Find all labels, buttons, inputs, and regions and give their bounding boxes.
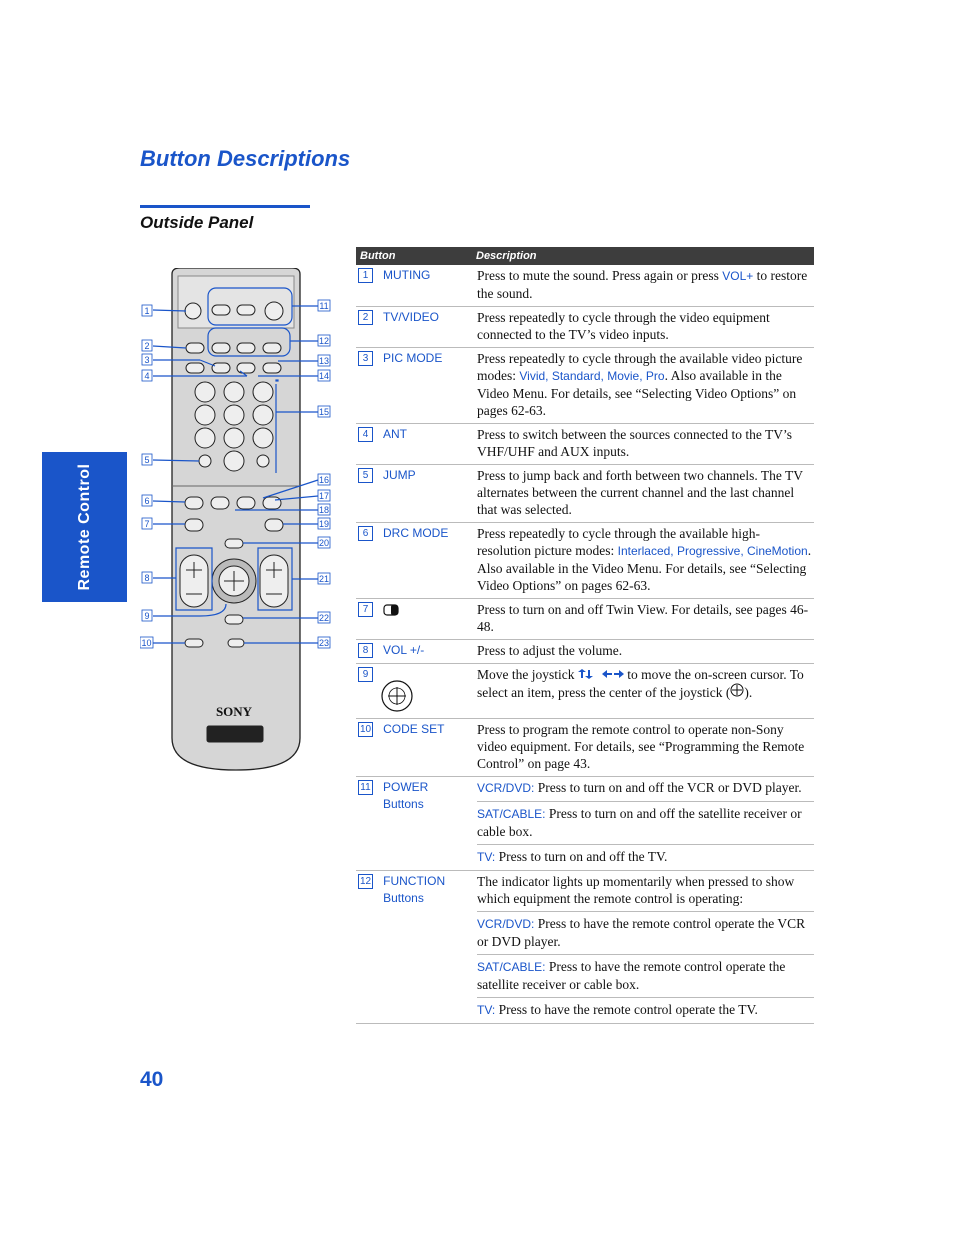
table-row <box>356 348 814 424</box>
side-tab-label: Remote Control <box>75 463 93 591</box>
button-name: MUTING <box>383 268 431 282</box>
description: to move the on-screen cursor. To select an item, press the center of the joystick ( <box>477 667 804 700</box>
callout-12: 12 <box>318 336 330 346</box>
remote-brand: SONY <box>215 704 253 719</box>
remote-control-illustration <box>140 268 340 778</box>
callout-21: 21 <box>318 574 330 584</box>
callout-15: 15 <box>318 407 330 417</box>
page-number: 40 <box>140 1068 164 1091</box>
highlight: Vivid, Standard, Movie, Pro <box>519 369 665 383</box>
sub-label: TV: <box>477 1003 496 1017</box>
button-name: VOL +/- <box>383 643 425 657</box>
description: Press repeatedly to cycle through the video equipment connected to the TV’s video inputs. <box>477 310 770 342</box>
button-name: JUMP <box>383 468 416 482</box>
header-button: Button <box>360 249 396 262</box>
table-row <box>356 523 814 599</box>
description: Press to adjust the volume. <box>477 643 623 658</box>
callout-5: 5 <box>144 455 150 465</box>
page-title: Button Descriptions <box>140 146 351 171</box>
highlight: VOL+ <box>722 269 754 283</box>
callout-11: 11 <box>319 301 329 311</box>
side-tab <box>42 452 127 602</box>
highlight: Interlaced, Progressive, CineMotion <box>617 544 808 558</box>
button-name: TV/VIDEO <box>383 310 440 324</box>
table-header <box>356 247 814 265</box>
sub-text: Press to turn on and off the TV. <box>495 849 668 864</box>
row-number: 10 <box>360 724 372 735</box>
callout-16: 16 <box>318 475 330 485</box>
sub-label: VCR/DVD: <box>477 917 535 931</box>
row-number: 8 <box>358 643 373 658</box>
row-number: 1 <box>358 268 373 283</box>
table-row <box>356 424 814 465</box>
sub-text: Press to turn on and off the VCR or DVD player. <box>534 780 802 795</box>
description: . Also available in the Video Menu. For details, see “Selecting Video Options” on pages 62-63. <box>477 368 797 418</box>
button-name: POWER Buttons <box>383 780 429 811</box>
callout-6: 6 <box>144 496 150 506</box>
callout-23: 23 <box>318 638 330 648</box>
section-rule <box>140 205 310 208</box>
table-row <box>356 307 814 348</box>
description: ). <box>744 685 753 700</box>
description: Press repeatedly to cycle through the available high-resolution picture modes: <box>477 526 761 558</box>
row-number: 5 <box>358 468 373 483</box>
table-row <box>356 719 814 777</box>
row-number: 9 <box>358 667 373 682</box>
callout-3: 3 <box>144 355 150 365</box>
joystick-center-icon <box>730 683 744 697</box>
sub-label: VCR/DVD: <box>477 781 535 795</box>
button-name: ANT <box>383 427 407 441</box>
button-name: CODE SET <box>383 722 445 736</box>
description: Press repeatedly to cycle through the available video picture modes: <box>477 351 803 383</box>
button-name: FUNCTION Buttons <box>383 874 446 905</box>
callout-22: 22 <box>318 613 330 623</box>
callout-8: 8 <box>144 573 150 583</box>
sub-text: Press to have the remote control operate the satellite receiver or cable box. <box>477 959 786 992</box>
callout-2: 2 <box>144 341 150 351</box>
callout-18: 18 <box>318 505 330 515</box>
button-name: DRC MODE <box>383 526 449 540</box>
description: Move the joystick <box>477 667 578 682</box>
description: Press to program the remote control to operate non-Sony video equipment. For details, see “Programming the Remote Control” on page 43. <box>477 722 805 771</box>
description: Press to mute the sound. Press again or press <box>477 268 723 283</box>
table-row <box>356 871 814 1024</box>
button-name: PIC MODE <box>383 351 443 365</box>
sub-text: Press to have the remote control operate the TV. <box>495 1002 758 1017</box>
table-row <box>356 664 814 719</box>
description: The indicator lights up momentarily when pressed to show which equipment the remote control is operating: <box>477 874 795 906</box>
table-row <box>356 265 814 307</box>
table-row <box>356 777 814 871</box>
callout-20: 20 <box>318 538 330 548</box>
header-description: Description <box>476 249 537 262</box>
twin-view-icon <box>383 603 399 617</box>
description: Press to jump back and forth between two channels. The TV alternates between the current channel and the last channel that was selected. <box>477 468 803 517</box>
description: . Also available in the Video Menu. For details, see “Selecting Video Options” on pages 62-63. <box>477 543 812 593</box>
callout-17: 17 <box>318 491 330 501</box>
row-number: 11 <box>358 780 373 795</box>
sub-text: Press to turn on and off the satellite receiver or cable box. <box>477 806 802 839</box>
callout-1: 1 <box>144 306 150 316</box>
description: to restore the sound. <box>477 268 808 301</box>
callout-13: 13 <box>318 356 330 366</box>
sub-text: Press to have the remote control operate the VCR or DVD player. <box>477 916 806 949</box>
sub-label: SAT/CABLE: <box>477 807 546 821</box>
callout-14: 14 <box>318 371 330 381</box>
row-number: 7 <box>358 602 373 617</box>
sub-label: SAT/CABLE: <box>477 960 546 974</box>
callout-4: 4 <box>144 371 150 381</box>
joystick-icon <box>379 678 415 714</box>
button-description-table <box>356 247 814 1024</box>
row-number: 3 <box>358 351 373 366</box>
section-title: Outside Panel <box>140 213 254 232</box>
joystick-arrows-icon <box>578 669 624 679</box>
row-number: 4 <box>358 427 373 442</box>
table-row <box>356 640 814 664</box>
callout-7: 7 <box>144 519 150 529</box>
callout-9: 9 <box>144 611 150 621</box>
table-row <box>356 599 814 640</box>
callout-19: 19 <box>318 519 330 529</box>
row-number: 12 <box>360 876 372 887</box>
row-number: 6 <box>358 526 373 541</box>
callout-10: 10 <box>141 638 152 648</box>
description: Press to turn on and off Twin View. For details, see pages 46-48. <box>477 602 809 634</box>
row-number: 2 <box>358 310 373 325</box>
sub-label: TV: <box>477 850 496 864</box>
description: Press to switch between the sources connected to the TV’s VHF/UHF and AUX inputs. <box>477 427 793 459</box>
table-row <box>356 465 814 523</box>
